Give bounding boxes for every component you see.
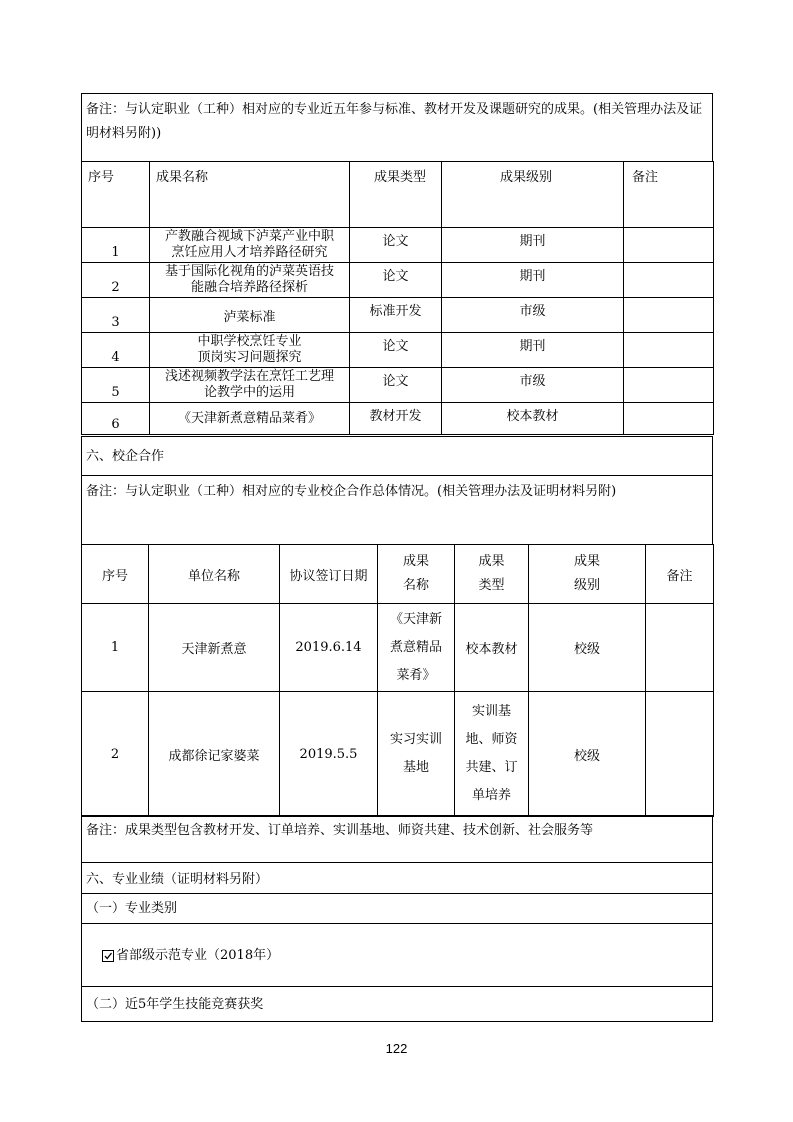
row-remark	[624, 263, 714, 298]
checkbox-label: 省部级示范专业（2018年）	[116, 948, 280, 963]
row-remark	[624, 333, 714, 368]
performance-checkbox-row	[82, 924, 712, 966]
table-row	[82, 368, 714, 403]
row-type: 论文	[350, 228, 442, 263]
table-row	[82, 298, 714, 333]
row-name-line1: 泸菜标准	[223, 310, 276, 325]
row-remark	[624, 298, 714, 333]
performance-sub2-box	[81, 986, 713, 1022]
header-name: 成果名称	[150, 162, 350, 228]
coop-row-result-type-l2: 地、师资	[465, 732, 518, 747]
coop-row-level: 校级	[529, 692, 646, 817]
row-no: 1	[82, 228, 150, 263]
table-row	[82, 228, 714, 263]
page-number: 122	[385, 1041, 408, 1056]
coop-row-result-type-l1: 校本教材	[465, 642, 518, 657]
row-no: 5	[82, 368, 150, 403]
coop-row-date: 2019.6.14	[280, 604, 378, 692]
coop-row-result-name-l2: 煮意精品	[389, 639, 442, 655]
coop-row-remark	[646, 692, 714, 817]
row-type: 标准开发	[350, 298, 442, 333]
row-name-line1: 浅述视频教学法在烹饪工艺理	[164, 369, 334, 384]
coop-row-remark	[646, 604, 714, 692]
coop-row-no: 1	[82, 604, 149, 692]
row-type: 教材开发	[350, 403, 442, 435]
row-name-line2: 烹饪应用人才培养路径研究	[171, 245, 328, 260]
coop-header-result-name-l2: 名称	[402, 578, 429, 593]
coop-header-result-type-l2: 类型	[478, 578, 505, 593]
coop-note-box	[81, 475, 713, 545]
table-row	[82, 692, 714, 817]
row-level: 期刊	[442, 228, 624, 263]
row-level: 市级	[442, 368, 624, 403]
coop-footnote: 备注：成果类型包含教材开发、订单培养、实训基地、师资共建、技术创新、社会服务等	[86, 823, 594, 838]
coop-header-no: 序号	[82, 545, 149, 604]
coop-row-level: 校级	[529, 604, 646, 692]
coop-title-box	[81, 436, 713, 476]
row-name-line1: 《天津新煮意精品菜肴》	[177, 410, 321, 426]
row-remark	[624, 403, 714, 435]
coop-header-result-level-l1: 成果	[573, 554, 600, 569]
row-type: 论文	[350, 263, 442, 298]
coop-row-date: 2019.5.5	[280, 692, 378, 817]
row-name-line1: 基于国际化视角的泸菜英语技	[164, 264, 334, 279]
row-level: 市级	[442, 298, 624, 333]
header-type: 成果类型	[350, 162, 442, 228]
row-name-line2: 论教学中的运用	[203, 385, 295, 400]
performance-checkbox-box	[81, 923, 713, 987]
coop-row-result-name-l1: 实习实训	[389, 732, 442, 747]
coop-row-result-type-l3: 共建、订	[465, 760, 518, 775]
row-type: 论文	[350, 368, 442, 403]
coop-row-result-type-l1: 实训基	[471, 704, 511, 719]
coop-header-date: 协议签订日期	[280, 545, 378, 604]
coop-header-remark: 备注	[646, 545, 714, 604]
performance-title: 六、专业业绩（证明材料另附）	[86, 872, 269, 887]
row-name-line1: 中职学校烹饪专业	[197, 334, 302, 349]
row-name-line2: 顶岗实习问题探究	[197, 350, 302, 365]
coop-header-result-type-l1: 成果	[478, 554, 505, 569]
header-no: 序号	[82, 162, 150, 228]
coop-row-unit: 成都徐记家婆菜	[149, 692, 280, 817]
coop-row-unit: 天津新煮意	[149, 604, 280, 692]
performance-sub1: （一）专业类别	[86, 901, 178, 916]
row-level: 校本教材	[442, 403, 624, 435]
coop-row-result-name-l1: 《天津新	[389, 611, 442, 627]
coop-table	[81, 544, 714, 817]
coop-title: 六、校企合作	[86, 449, 165, 464]
table-row	[82, 403, 714, 435]
row-type: 论文	[350, 333, 442, 368]
table-row	[82, 333, 714, 368]
coop-header-result-level-l2: 级别	[573, 578, 600, 593]
row-name-line1: 产教融合视域下泸菜产业中职	[164, 229, 334, 244]
coop-row-no: 2	[82, 692, 149, 817]
performance-title-box	[81, 862, 713, 894]
header-remark: 备注	[624, 162, 714, 228]
achievements-note: 备注：与认定职业（工种）相对应的专业近五年参与标准、教材开发及课题研究的成果。(相关管理办法及证明材料另附))	[86, 102, 703, 141]
row-no: 4	[82, 333, 150, 368]
row-no: 6	[82, 403, 150, 435]
performance-sub1-box	[81, 893, 713, 924]
row-remark	[624, 368, 714, 403]
coop-footnote-box	[81, 815, 713, 863]
table-row	[82, 604, 714, 692]
coop-row-result-name-l2: 基地	[402, 760, 429, 775]
coop-header-unit: 单位名称	[149, 545, 280, 604]
performance-sub2: （二）近5年学生技能竞赛获奖	[86, 997, 264, 1012]
coop-header-result-name-l1: 成果	[402, 554, 429, 569]
achievements-table	[81, 161, 714, 435]
row-remark	[624, 228, 714, 263]
coop-note: 备注：与认定职业（工种）相对应的专业校企合作总体情况。(相关管理办法及证明材料另附)	[86, 484, 617, 499]
row-level: 期刊	[442, 263, 624, 298]
checkbox-checked-icon[interactable]	[102, 950, 114, 962]
coop-header-row	[82, 545, 714, 604]
coop-row-result-type-l4: 单培养	[471, 788, 511, 803]
row-level: 期刊	[442, 333, 624, 368]
achievements-header-row	[82, 162, 714, 228]
coop-row-result-name-l3: 菜肴》	[396, 667, 436, 683]
row-no: 3	[82, 298, 150, 333]
table-row	[82, 263, 714, 298]
row-no: 2	[82, 263, 150, 298]
row-name-line2: 能融合培养路径探析	[190, 280, 308, 295]
achievements-note-box	[81, 93, 713, 162]
header-level: 成果级别	[442, 162, 624, 228]
